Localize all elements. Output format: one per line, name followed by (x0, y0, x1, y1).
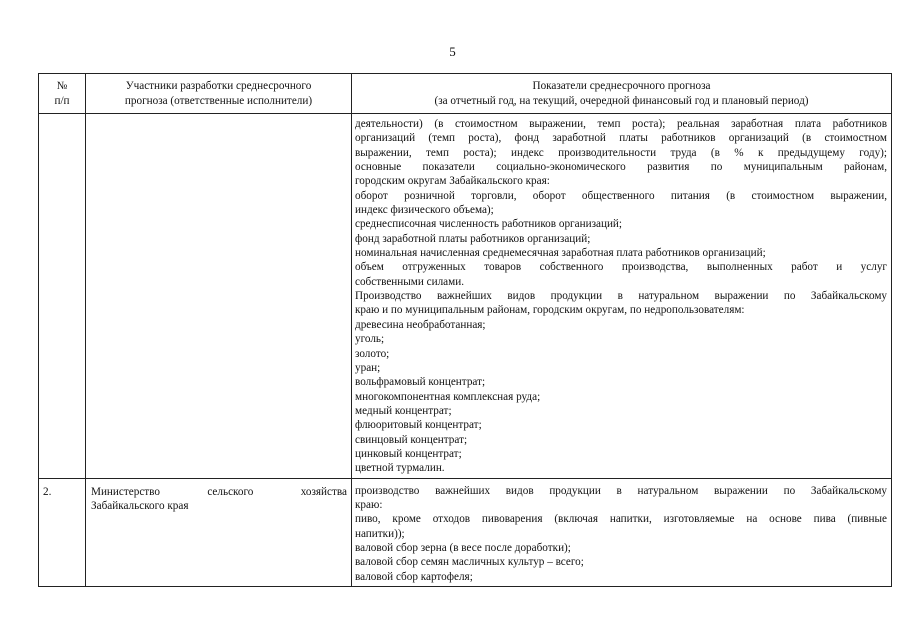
indicator-line: уран; (355, 361, 381, 374)
indicator-line: валовой сбор зерна (в весе после доработки); (355, 541, 571, 554)
row1-indicators-text (352, 114, 891, 478)
indicator-line: основные показатели социально-экономического развития по муниципальным районам, (355, 161, 887, 174)
indicator-line: золото; (355, 347, 390, 360)
indicator-line: краю и по муниципальным районам, городским округам, по недропользователям: (355, 304, 745, 317)
indicator-line: производство важнейших видов продукции в натуральном выражении по Забайкальскому (355, 484, 887, 497)
header-participants-line: прогноза (ответственные исполнители) (124, 95, 313, 107)
row1-num-cell (39, 114, 86, 479)
forecast-table (38, 73, 892, 587)
table-header-row (39, 74, 892, 114)
row1-indicators-cell (352, 114, 892, 479)
header-num-cell (39, 74, 86, 114)
header-indicators-line: (за отчетный год, на текущий, очередной финансовый год и плановый период) (434, 95, 809, 107)
header-num-line: № (56, 80, 68, 92)
indicator-line: Производство важнейших видов продукции в натуральном выражении по Забайкальскому (355, 290, 887, 303)
indicator-line: цинковый концентрат; (355, 447, 462, 460)
indicator-line: фонд заработной платы работников организаций; (355, 232, 591, 245)
indicator-line: флюоритовый концентрат; (355, 419, 482, 432)
indicator-line: валовой сбор картофеля; (355, 570, 473, 583)
indicator-line: выражении, темп роста); индекс производительности труда (в % к предыдущему году); (355, 146, 887, 159)
indicator-line: индекс физического объема); (355, 204, 494, 217)
header-indicators-line: Показатели среднесрочного прогноза (532, 80, 711, 92)
row2-indicators-text (352, 479, 891, 586)
table-row (39, 114, 892, 479)
header-participants-cell (86, 74, 352, 114)
row2-indicators-cell (352, 478, 892, 586)
row2-participant-cell (86, 478, 352, 586)
page-number: 5 (449, 44, 456, 59)
table-row (39, 478, 892, 586)
indicator-line: городским округам Забайкальского края: (355, 175, 550, 188)
indicator-line: медный концентрат; (355, 404, 452, 417)
indicator-line: уголь; (355, 333, 385, 346)
indicator-line: напитки)); (355, 527, 405, 540)
indicator-line: цветной турмалин. (355, 462, 445, 475)
row1-participant-cell (86, 114, 352, 479)
indicator-line: объем отгруженных товаров собственного производства, выполненных работ и услуг (355, 261, 887, 274)
header-indicators-cell (352, 74, 892, 114)
row2-num-cell (39, 478, 86, 586)
indicator-line: деятельности) (в стоимостном выражении, темп роста); реальная заработная плата работников (355, 118, 887, 130)
indicator-line: краю: (355, 498, 383, 511)
row2-num: 2. (43, 485, 52, 498)
indicator-line: пиво, кроме отходов пивоварения (включая напитки, изготовляемые на основе пива (пивные (355, 513, 887, 526)
indicator-line: многокомпонентная комплексная руда; (355, 390, 541, 403)
row2-participant-line: Министерство сельского хозяйства (91, 485, 347, 498)
row2-participant-line: Забайкальского края (91, 499, 189, 512)
indicator-line: свинцовый концентрат; (355, 433, 468, 446)
header-participants-line: Участники разработки среднесрочного (125, 80, 312, 92)
indicator-line: древесина необработанная; (355, 318, 486, 331)
indicator-line: среднесписочная численность работников организаций; (355, 218, 623, 231)
indicator-line: вольфрамовый концентрат; (355, 376, 486, 389)
indicator-line: организаций (темп роста), фонд заработной платы работников организаций (в стоимостном (355, 132, 887, 145)
indicator-line: собственными силами. (355, 275, 465, 288)
header-num-line: п/п (54, 95, 70, 107)
indicator-line: номинальная начисленная среднемесячная заработная плата работников организаций; (355, 247, 766, 260)
indicator-line: оборот розничной торговли, оборот общественного питания (в стоимостном выражении, (355, 189, 887, 202)
indicator-line: валовой сбор семян масличных культур – всего; (355, 556, 584, 569)
